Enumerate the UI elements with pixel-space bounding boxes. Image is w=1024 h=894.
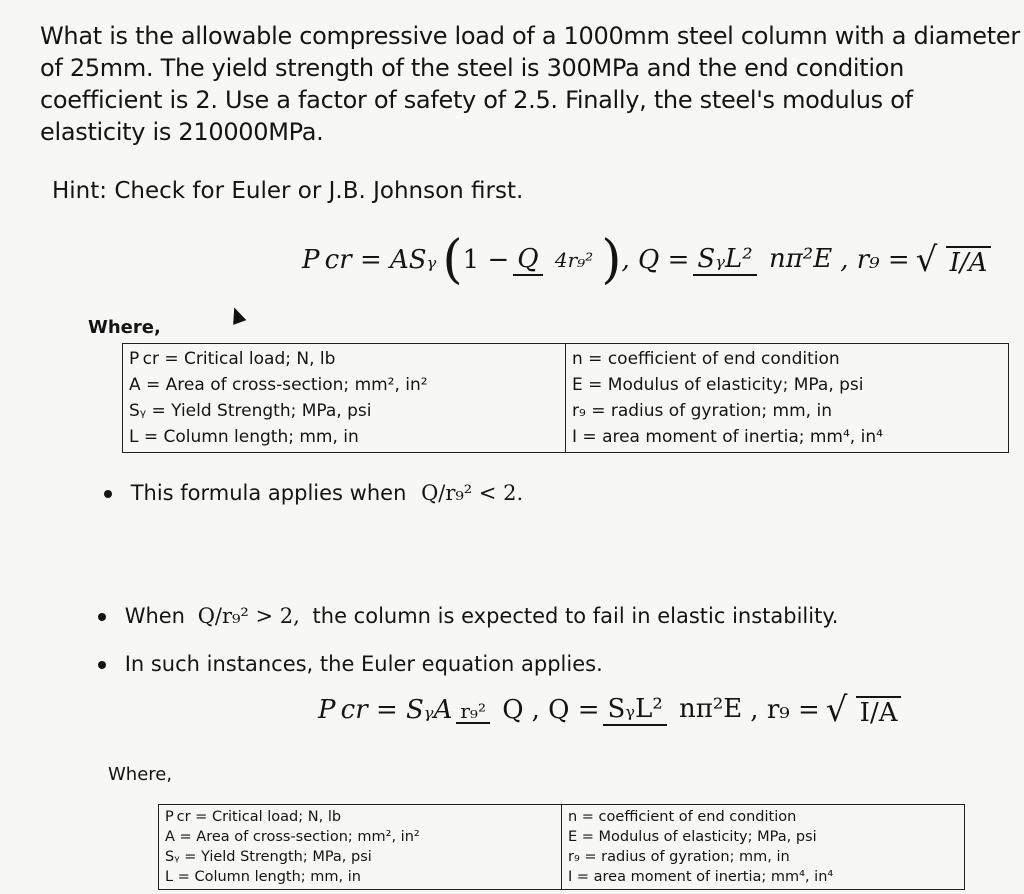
definition-item: n = coefficient of end condition bbox=[572, 349, 840, 369]
bullet-condition: Q/r₉² > 2, bbox=[197, 604, 300, 628]
sqrt-icon: √ bbox=[825, 690, 848, 730]
definition-item: Sᵧ = Yield Strength; MPa, psi bbox=[129, 401, 372, 421]
definitions-right-cell bbox=[566, 344, 1009, 453]
q-definition-label: , Q = bbox=[531, 695, 600, 725]
open-paren: ( bbox=[442, 230, 463, 290]
sqrt-icon: √ bbox=[915, 240, 938, 280]
bullet-text: In such instances, the Euler equation applies. bbox=[124, 652, 603, 676]
fraction-denominator: nπ²E bbox=[679, 694, 743, 725]
bullet-text-post: the column is expected to fail in elastic instability. bbox=[312, 604, 839, 628]
sqrt-radicand: I/A bbox=[856, 696, 902, 728]
sqrt-expression bbox=[826, 690, 902, 730]
definitions-left-cell bbox=[159, 805, 562, 890]
bullet-icon bbox=[98, 613, 106, 621]
sqrt-radicand: I/A bbox=[946, 246, 992, 278]
definition-item: A = Area of cross-section; mm², in² bbox=[129, 375, 428, 395]
rg-definition-label: , r₉ = bbox=[840, 245, 910, 275]
table-row bbox=[123, 344, 1009, 453]
johnson-one: 1 − bbox=[462, 245, 510, 275]
bullet-text: This formula applies when bbox=[130, 481, 407, 505]
definition-item: E = Modulus of elasticity; MPa, psi bbox=[568, 829, 817, 845]
close-paren: ) bbox=[601, 230, 622, 290]
fraction-denominator: 4r₉² bbox=[554, 248, 594, 273]
fraction-denominator: nπ²E bbox=[768, 244, 833, 275]
definition-item: P cr = Critical load; N, lb bbox=[129, 349, 336, 369]
definition-item: L = Column length; mm, in bbox=[129, 427, 359, 447]
definitions-left-cell bbox=[123, 344, 566, 453]
hint-text: Hint: Check for Euler or J.B. Johnson first. bbox=[52, 178, 524, 204]
fraction-numerator: SᵧL² bbox=[603, 695, 666, 726]
q-over-4rg2-fraction bbox=[513, 244, 597, 276]
definitions-table-2 bbox=[158, 804, 965, 890]
bullet-condition: Q/r₉² < 2. bbox=[421, 481, 524, 505]
definition-item: P cr = Critical load; N, lb bbox=[165, 809, 342, 825]
sqrt-expression bbox=[916, 240, 992, 280]
euler-lhs: P cr = SᵧA bbox=[318, 695, 453, 725]
definition-item: L = Column length; mm, in bbox=[165, 869, 361, 885]
definition-item: n = coefficient of end condition bbox=[568, 809, 797, 825]
mouse-cursor-icon bbox=[228, 305, 247, 325]
bullet-johnson-condition bbox=[104, 481, 523, 505]
johnson-formula bbox=[302, 230, 991, 290]
bullet-euler-applies bbox=[98, 652, 603, 676]
sl2-fraction bbox=[693, 244, 836, 276]
definitions-table bbox=[122, 343, 1009, 453]
definitions-right-cell bbox=[562, 805, 965, 890]
bullet-icon bbox=[98, 661, 106, 669]
definition-item: E = Modulus of elasticity; MPa, psi bbox=[572, 375, 864, 395]
sl2-fraction bbox=[603, 694, 746, 726]
euler-formula bbox=[318, 690, 901, 730]
bullet-icon bbox=[104, 490, 112, 498]
definition-item: Sᵧ = Yield Strength; MPa, psi bbox=[165, 849, 372, 865]
fraction-numerator: Q bbox=[513, 245, 542, 276]
definition-item: I = area moment of inertia; mm⁴, in⁴ bbox=[572, 427, 883, 447]
fraction-numerator: SᵧL² bbox=[693, 245, 756, 276]
fraction-denominator: Q bbox=[502, 695, 524, 725]
bullet-text-pre: When bbox=[124, 604, 185, 628]
fraction-numerator: r₉² bbox=[456, 700, 490, 724]
johnson-lhs: P cr = ASᵧ bbox=[302, 245, 437, 275]
rg2-over-q-fraction bbox=[456, 695, 527, 725]
bullet-euler-condition bbox=[98, 604, 838, 628]
definition-item: A = Area of cross-section; mm², in² bbox=[165, 829, 420, 845]
where-label: Where, bbox=[88, 317, 161, 338]
definition-item: r₉ = radius of gyration; mm, in bbox=[572, 401, 832, 421]
q-definition-label: , Q = bbox=[621, 245, 690, 275]
table-row bbox=[159, 805, 965, 890]
question-text: What is the allowable compressive load of a 1000mm steel column with a diameter of 25mm. The yield strength of the steel is 300MPa and the end condition coefficient is 2. Use a factor of safety of 2.5. Finally, the steel's modulus of elasticity is 210000MPa. bbox=[40, 22, 1020, 146]
definition-item: I = area moment of inertia; mm⁴, in⁴ bbox=[568, 869, 834, 885]
definition-item: r₉ = radius of gyration; mm, in bbox=[568, 849, 790, 865]
where-label: Where, bbox=[108, 764, 173, 785]
rg-definition-label: , r₉ = bbox=[750, 695, 820, 725]
